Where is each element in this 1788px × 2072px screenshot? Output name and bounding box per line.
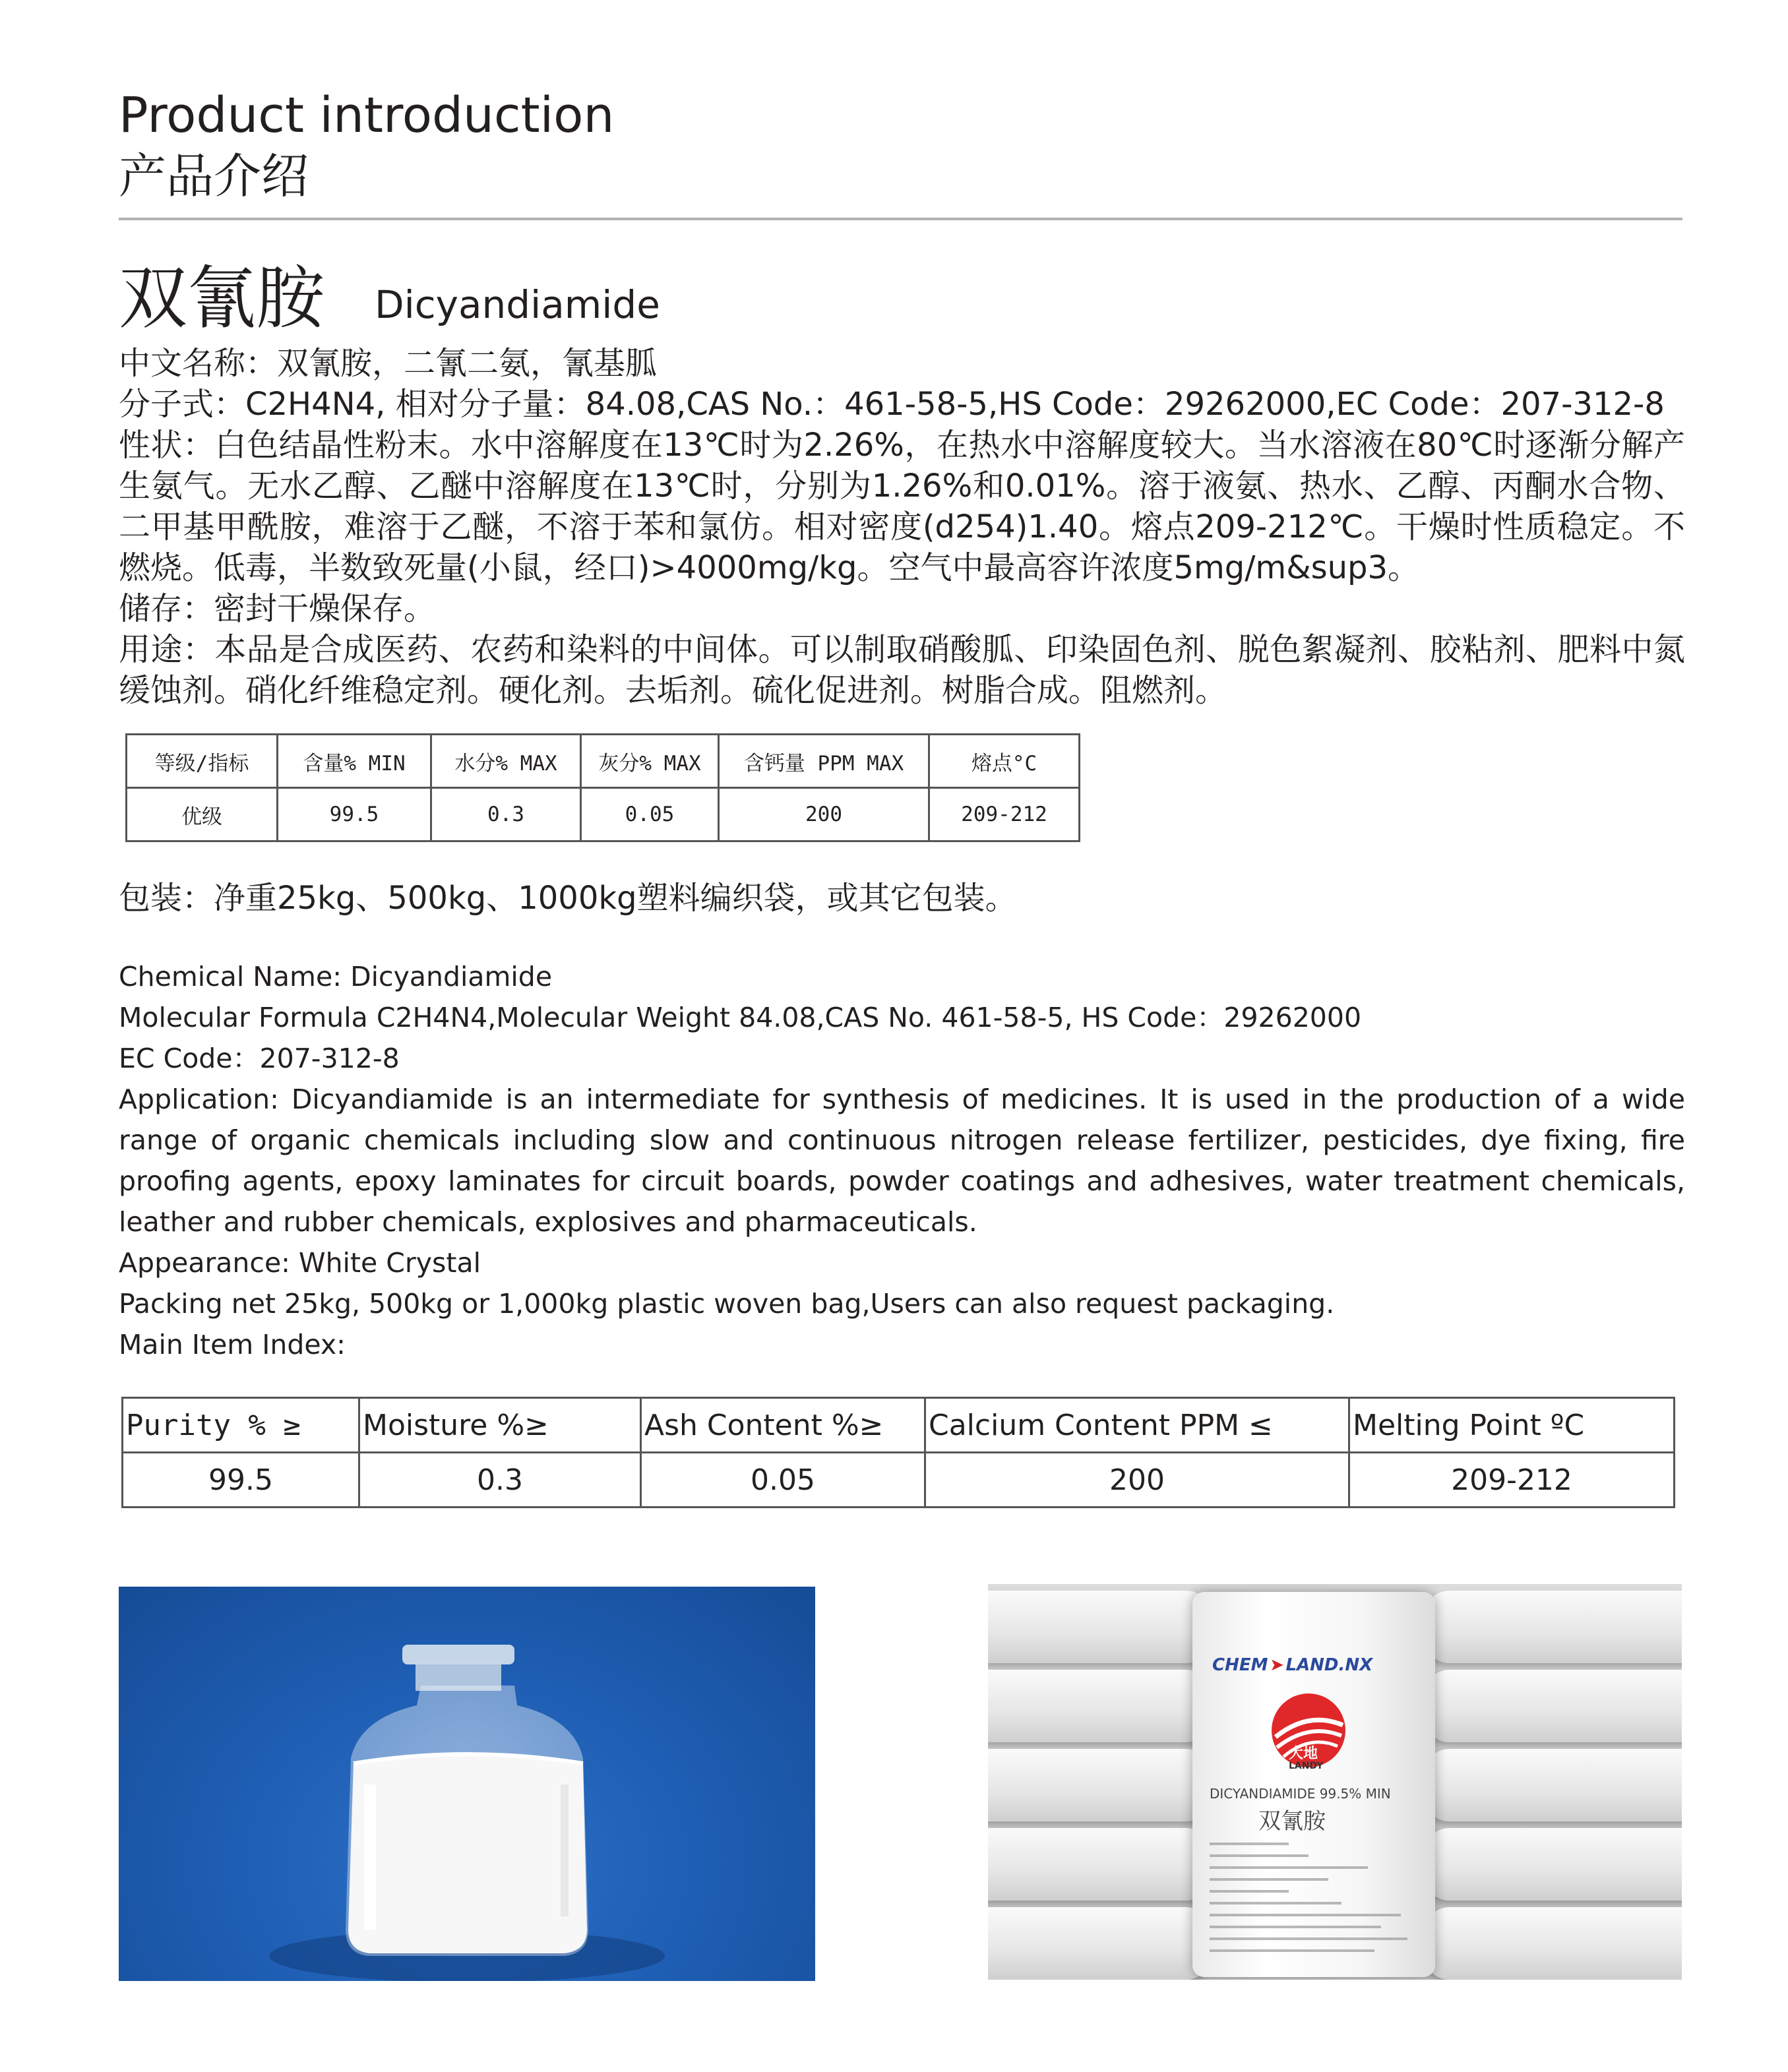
cn-usage: 用途：本品是合成医药、农药和染料的中间体。可以制取硝酸胍、印染固色剂、脱色絮凝剂、胶粘剂、肥料中氮缓蚀剂。硝化纤维稳定剂。硬化剂。去垢剂。硫化促进剂。树脂合成。阻燃剂。	[119, 631, 1685, 709]
table-cell: 99.5	[278, 788, 431, 841]
table-cell: 0.05	[641, 1453, 925, 1508]
table-cell: 0.3	[431, 788, 581, 841]
bag-stack-item	[988, 1591, 1212, 1663]
table-header-cell: Melting Point ºC	[1349, 1398, 1675, 1453]
table-cell: 0.3	[359, 1453, 641, 1508]
bag-fine-print	[1210, 1854, 1309, 1857]
packaging-bags-photo	[988, 1584, 1682, 1980]
table-header-cell: 水分% MAX	[431, 735, 581, 788]
cn-names: 中文名称：双氰胺，二氰二氨，氰基胍	[119, 345, 658, 382]
bag-stack-item	[1423, 1749, 1682, 1821]
bag-logo-cn: 大地	[1289, 1746, 1318, 1762]
cn-storage: 储存：密封干燥保存。	[119, 590, 436, 627]
table-header-row	[123, 1398, 1675, 1453]
en-info-block	[119, 956, 1685, 1365]
header-divider	[119, 218, 1682, 220]
bag-fine-print	[1210, 1926, 1381, 1928]
bag-fine-print	[1210, 1949, 1374, 1952]
en-main-index: Main Item Index:	[119, 1329, 346, 1360]
cn-formula: 分子式：C2H4N4, 相对分子量：84.08,CAS No.：461-58-5,HS Code：29262000,EC Code：207-312-8	[119, 386, 1665, 423]
bag-product-label-cn: 双氰胺	[1258, 1808, 1326, 1835]
en-ec-code: EC Code：207-312-8	[119, 1043, 400, 1074]
table-row	[127, 788, 1080, 841]
bag-stack-item	[1423, 1828, 1682, 1901]
product-name-en: Dicyandiamide	[375, 282, 660, 327]
bag-stack-item	[988, 1907, 1212, 1980]
section-title-en: Product introduction	[119, 87, 615, 144]
en-chemical-name: Chemical Name: Dicyandiamide	[119, 961, 553, 992]
cn-info-block	[119, 343, 1685, 711]
en-formula: Molecular Formula C2H4N4,Molecular Weight 84.08,CAS No. 461-58-5, HS Code：29262000	[119, 1002, 1362, 1033]
product-jar-photo	[119, 1587, 815, 1981]
en-appearance: Appearance: White Crystal	[119, 1247, 481, 1279]
spec-table-en	[121, 1397, 1675, 1508]
table-cell: 优级	[127, 788, 278, 841]
product-name-cn: 双氰胺	[119, 258, 325, 338]
en-packing: Packing net 25kg, 500kg or 1,000kg plastic woven bag,Users can also request packaging.	[119, 1288, 1335, 1320]
jar-illustration	[119, 1587, 815, 1981]
table-cell: 209-212	[1349, 1453, 1675, 1508]
bag-fine-print	[1210, 1843, 1289, 1845]
bag-fine-print	[1210, 1937, 1407, 1940]
table-cell: 200	[925, 1453, 1349, 1508]
table-row	[123, 1453, 1675, 1508]
bag-stack-item	[988, 1749, 1212, 1821]
table-header-cell: Moisture %≥	[359, 1398, 641, 1453]
section-title-cn: 产品介绍	[119, 148, 309, 204]
bag-brand-logo: CHEM ➤ LAND.NX	[1212, 1655, 1373, 1675]
bag-fine-print	[1210, 1878, 1328, 1881]
cn-properties: 性状：白色结晶性粉末。水中溶解度在13℃时为2.26%，在热水中溶解度较大。当水溶液在80℃时逐渐分解产生氨气。无水乙醇、乙醚中溶解度在13℃时，分别为1.26%和0.01%。溶于液氨、热水、乙醇、丙酮水合物、二甲基甲酰胺，难溶于乙醚，不溶于苯和氯仿。相对密度(d254)1.40。熔点209-212℃。干燥时性质稳定。不燃烧。低毒，半数致死量(小鼠，经口)>4000mg/kg。空气中最高容许浓度5mg/m&sup3。	[119, 427, 1685, 586]
front-bag	[1192, 1592, 1435, 1977]
table-cell: 0.05	[581, 788, 719, 841]
table-cell: 200	[719, 788, 929, 841]
bag-fine-print	[1210, 1890, 1289, 1893]
bag-fine-print	[1210, 1902, 1341, 1904]
table-header-cell: Purity % ≥	[123, 1398, 359, 1453]
table-cell: 99.5	[123, 1453, 359, 1508]
table-header-cell: 灰分% MAX	[581, 735, 719, 788]
bag-product-label: DICYANDIAMIDE 99.5% MIN	[1210, 1786, 1391, 1802]
table-header-cell: Ash Content %≥	[641, 1398, 925, 1453]
bag-fine-print	[1210, 1866, 1368, 1869]
table-cell: 209-212	[929, 788, 1080, 841]
bag-stack-item	[988, 1670, 1212, 1742]
bag-fine-print	[1210, 1914, 1401, 1916]
table-header-cell: 熔点°C	[929, 735, 1080, 788]
table-header-cell: 等级/指标	[127, 735, 278, 788]
bag-stack-item	[988, 1828, 1212, 1901]
table-header-row	[127, 735, 1080, 788]
bag-logo-en: LANDY	[1289, 1761, 1324, 1771]
bag-stack-item	[1423, 1591, 1682, 1663]
packaging-cn: 包装：净重25kg、500kg、1000kg塑料编织袋，或其它包装。	[119, 880, 1017, 917]
table-header-cell: Calcium Content PPM ≤	[925, 1398, 1349, 1453]
table-header-cell: 含钙量 PPM MAX	[719, 735, 929, 788]
en-application: Application: Dicyandiamide is an intermediate for synthesis of medicines. It is used in the production of a wide range of organic chemicals including slow and continuous nitrogen release fertilizer, pesticides, dye fixing, fire proofing agents, epoxy laminates for circuit boards, powder coatings and adhesives, water treatment chemicals, leather and rubber chemicals, explosives and pharmaceuticals.	[119, 1083, 1685, 1238]
bag-stack-item	[1423, 1670, 1682, 1742]
spec-table-cn	[125, 733, 1080, 842]
bag-stack-item	[1423, 1907, 1682, 1980]
table-header-cell: 含量% MIN	[278, 735, 431, 788]
